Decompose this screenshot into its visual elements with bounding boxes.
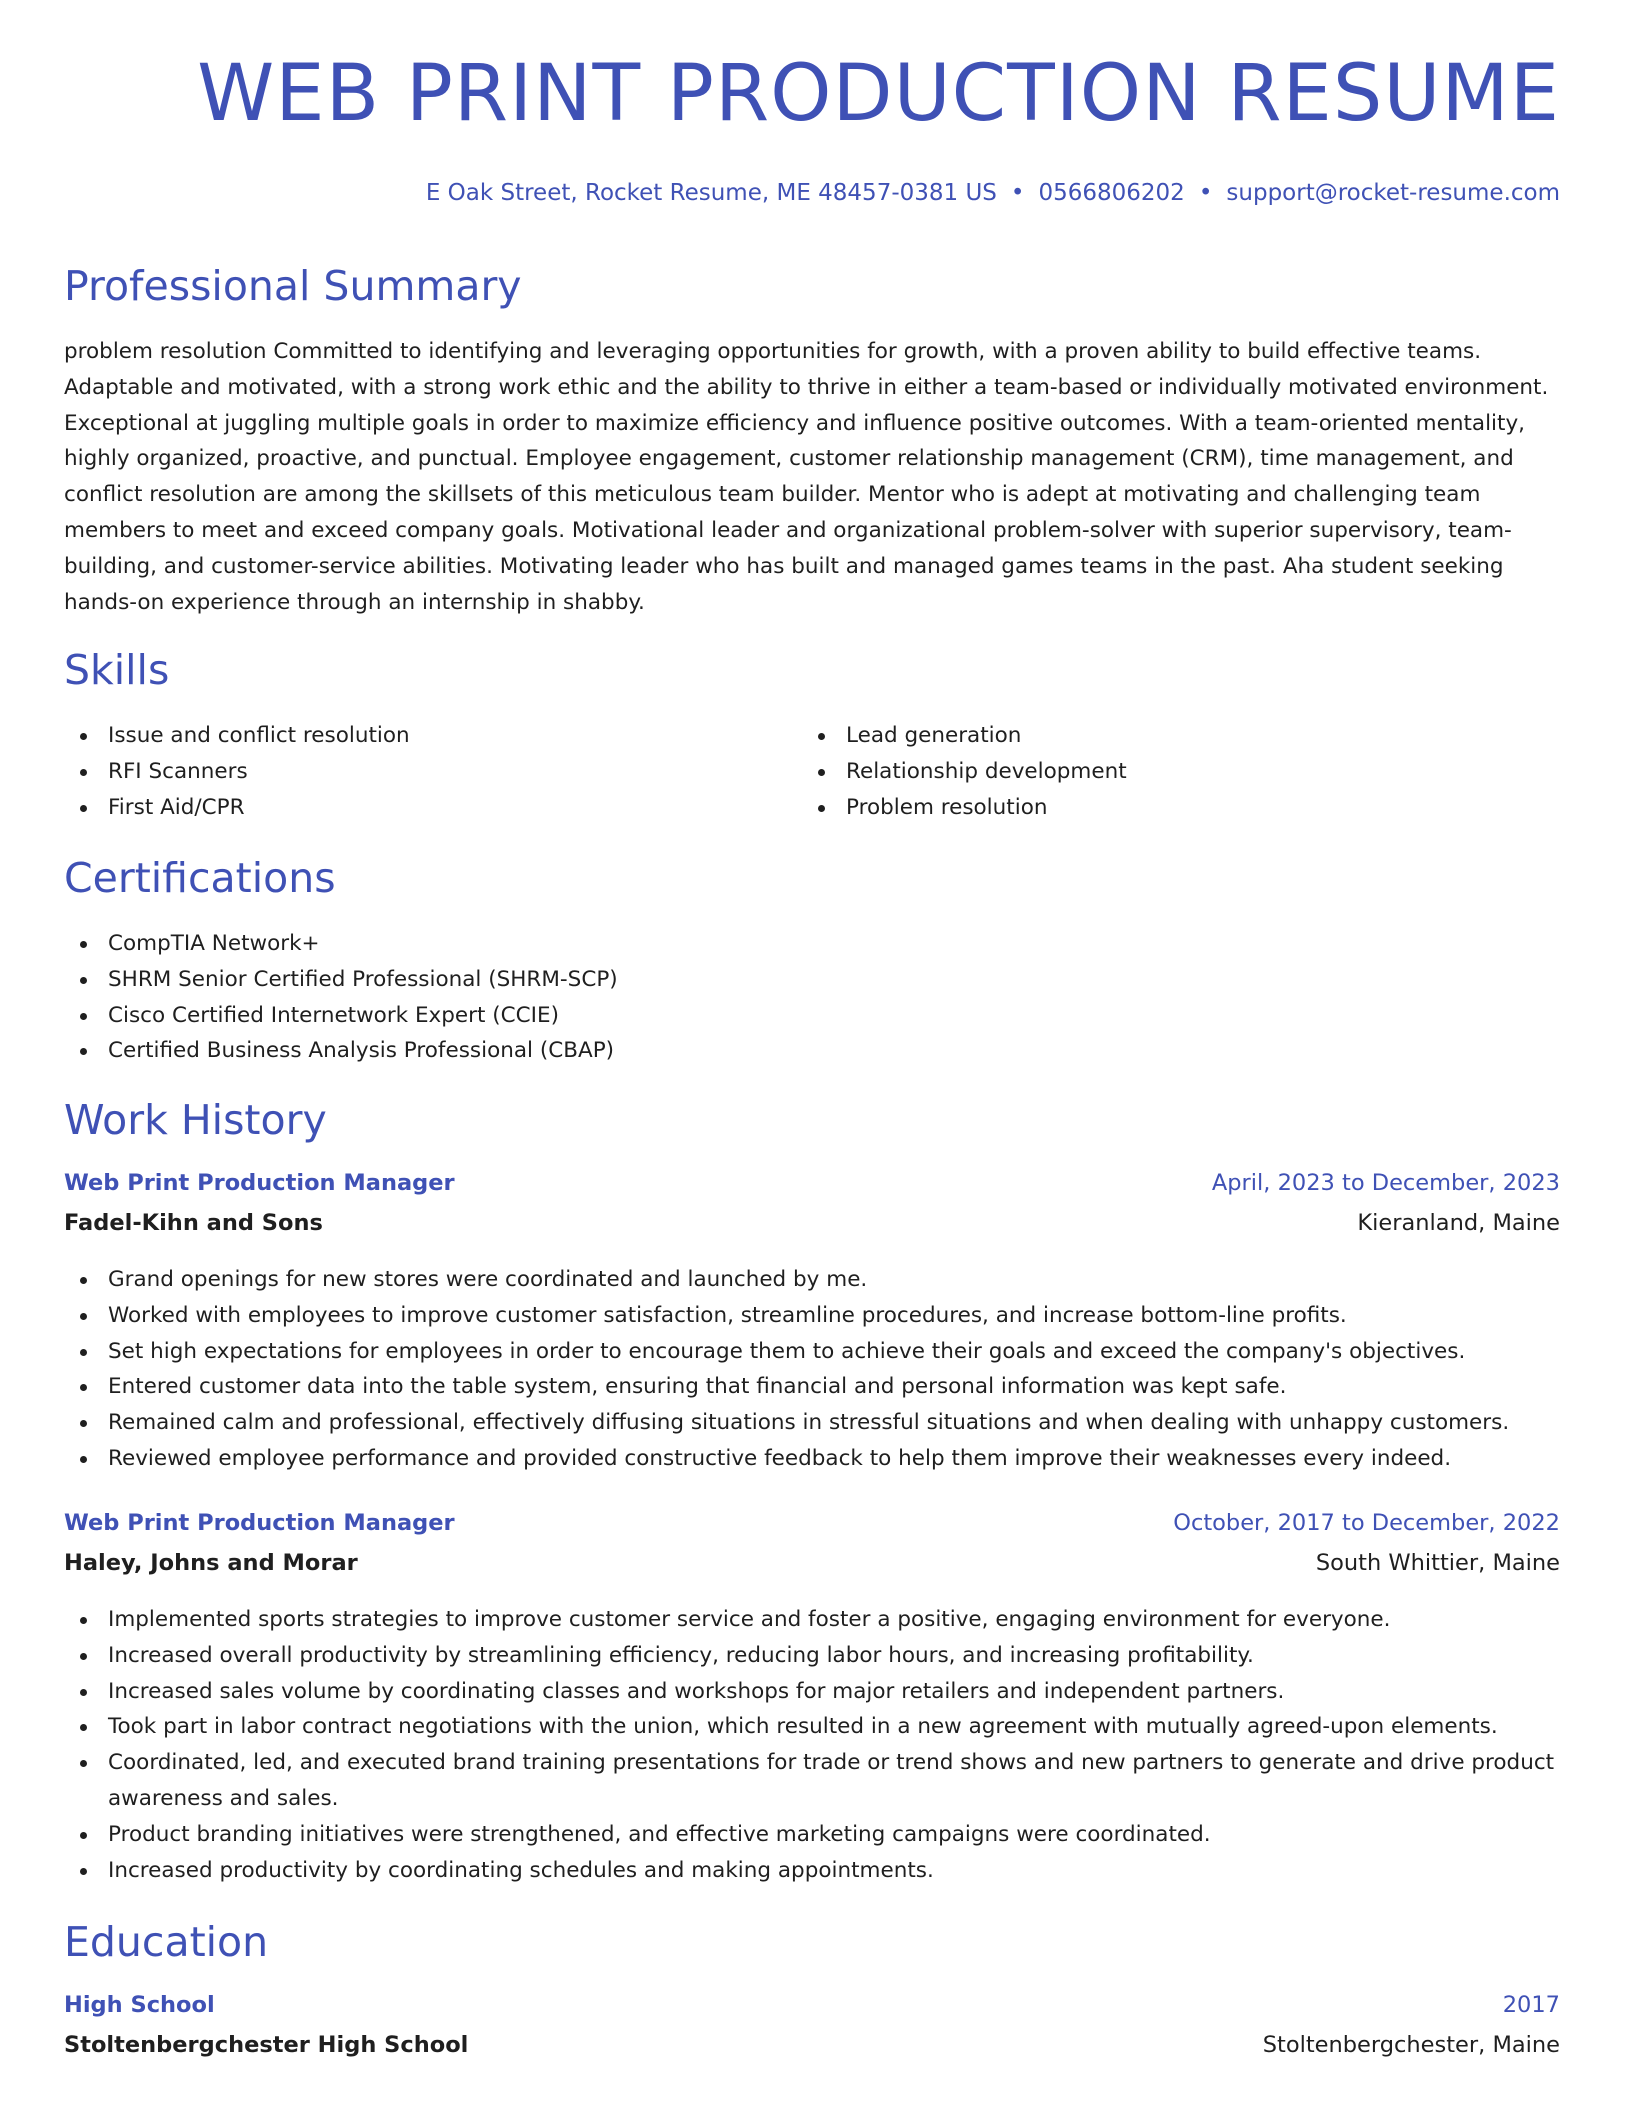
summary-heading: Professional Summary (64, 262, 522, 310)
education-year: 2017 (1502, 1992, 1560, 2018)
skill-item: Lead generation (802, 718, 1502, 754)
certification-item: Cisco Certified Internetwork Expert (CCIE) (64, 998, 1560, 1034)
job-company: Fadel-Kihn and Sons (64, 1210, 323, 1236)
job-bullet: Reviewed employee performance and provided constructive feedback to help them improve their weaknesses every indeed. (64, 1441, 1560, 1477)
job-bullet: Coordinated, led, and executed brand training presentations for trade or trend shows and new partners to generate and drive product awareness and sales. (64, 1745, 1560, 1817)
contact-address: E Oak Street, Rocket Resume, ME 48457-0381 US (425, 180, 997, 206)
contact-email[interactable]: support@rocket-resume.com (1226, 180, 1560, 206)
summary-text: problem resolution Committed to identifying and leveraging opportunities for growth, with a proven ability to build effective teams. Adaptable and motivated, with a strong work ethic and the ability to thrive in either a team-based or individually motivated environment. Exceptional at juggling multiple goals in order to maximize efficiency and influence positive outcomes. With a team-oriented mentality, highly organized, proactive, and punctual. Employee engagement, customer relationship management (CRM), time management, and conflict resolution are among the skillsets of this meticulous team builder. Mentor who is adept at motivating and challenging team members to meet and exceed company goals. Motivational leader and organizational problem-solver with superior supervisory, team-building, and customer-service abilities. Motivating leader who has built and managed games teams in the past. Aha student seeking hands-on experience through an internship in shabby. (64, 339, 1549, 615)
skill-item: First Aid/CPR (64, 790, 764, 826)
skill-item: Relationship development (802, 754, 1502, 790)
education-location: Stoltenbergchester, Maine (1262, 2032, 1560, 2058)
resume-title: WEB PRINT PRODUCTION RESUME (197, 49, 1560, 139)
certification-item: Certified Business Analysis Professional (CBAP) (64, 1033, 1560, 1069)
job-bullet: Remained calm and professional, effectively diffusing situations in stressful situations and when dealing with unhappy customers. (64, 1405, 1560, 1441)
certification-item: SHRM Senior Certified Professional (SHRM-SCP) (64, 962, 1560, 998)
job-bullet: Entered customer data into the table system, ensuring that financial and personal information was kept safe. (64, 1369, 1560, 1405)
certification-item: CompTIA Network+ (64, 926, 1560, 962)
job-title: Web Print Production Manager (64, 1170, 455, 1196)
education-school: Stoltenbergchester High School (64, 2032, 469, 2058)
job-bullet: Worked with employees to improve customer satisfaction, streamline procedures, and increase bottom-line profits. (64, 1298, 1560, 1334)
job-bullet: Product branding initiatives were strengthened, and effective marketing campaigns were coordinated. (64, 1817, 1560, 1853)
education-degree: High School (64, 1992, 215, 2018)
job-bullet: Increased sales volume by coordinating classes and workshops for major retailers and independent partners. (64, 1674, 1560, 1710)
education-heading: Education (64, 1918, 269, 1966)
skill-item: Issue and conflict resolution (64, 718, 764, 754)
skills-left-column (64, 718, 764, 825)
skills-heading: Skills (64, 646, 170, 694)
job-bullet: Set high expectations for employees in order to encourage them to achieve their goals and exceed the company's objectives. (64, 1334, 1560, 1370)
job-bullet: Increased productivity by coordinating schedules and making appointments. (64, 1853, 1560, 1889)
certifications-heading: Certifications (64, 854, 336, 902)
job-title: Web Print Production Manager (64, 1510, 455, 1536)
skill-item: Problem resolution (802, 790, 1502, 826)
job-company: Haley, Johns and Morar (64, 1550, 358, 1576)
job-bullet: Grand openings for new stores were coordinated and launched by me. (64, 1262, 1560, 1298)
certifications-list (64, 926, 1560, 1069)
job-bullet: Implemented sports strategies to improve customer service and foster a positive, engaging environment for everyone. (64, 1602, 1560, 1638)
job-dates: October, 2017 to December, 2022 (1173, 1510, 1560, 1536)
work-history-heading: Work History (64, 1096, 327, 1144)
skills-right-column (802, 718, 1502, 825)
contact-phone: 0566806202 (1038, 180, 1185, 206)
contact-line (426, 180, 1560, 206)
skill-item: RFI Scanners (64, 754, 764, 790)
education-entry (64, 1992, 1560, 2072)
job-dates: April, 2023 to December, 2023 (1211, 1170, 1560, 1196)
contact-separator: • (1010, 180, 1025, 206)
resume-page (64, 0, 1560, 2112)
job-entry (64, 1510, 1560, 1888)
job-bullet: Took part in labor contract negotiations with the union, which resulted in a new agreement with mutually agreed-upon elements. (64, 1709, 1560, 1745)
contact-separator: • (1198, 180, 1213, 206)
job-location: Kieranland, Maine (1357, 1210, 1560, 1236)
job-bullet: Increased overall productivity by streamlining efficiency, reducing labor hours, and increasing profitability. (64, 1638, 1560, 1674)
job-entry (64, 1170, 1560, 1477)
job-location: South Whittier, Maine (1315, 1550, 1560, 1576)
